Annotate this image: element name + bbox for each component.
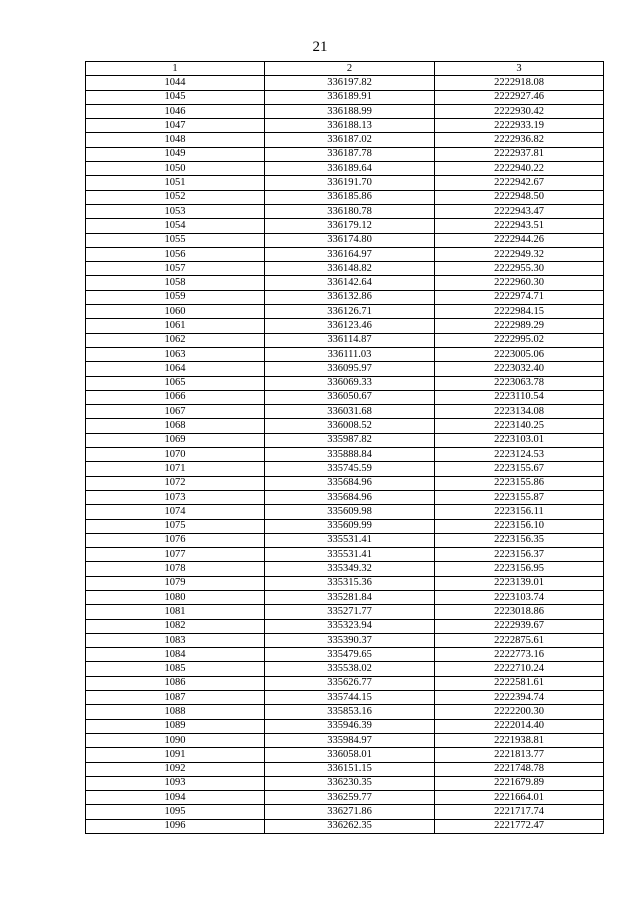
y-coordinate-cell: 2222930.42 bbox=[435, 104, 604, 118]
table-row bbox=[86, 576, 604, 590]
y-coordinate-cell: 2223155.87 bbox=[435, 490, 604, 504]
x-coordinate-cell: 336189.64 bbox=[265, 162, 435, 176]
point-number-cell: 1047 bbox=[86, 119, 265, 133]
table-row bbox=[86, 162, 604, 176]
point-number-cell: 1059 bbox=[86, 290, 265, 304]
x-coordinate-cell: 336230.35 bbox=[265, 776, 435, 790]
y-coordinate-cell: 2222949.32 bbox=[435, 247, 604, 261]
y-coordinate-cell: 2221772.47 bbox=[435, 819, 604, 833]
y-coordinate-cell: 2222773.16 bbox=[435, 648, 604, 662]
point-number-cell: 1066 bbox=[86, 390, 265, 404]
table-row bbox=[86, 247, 604, 261]
point-number-cell: 1050 bbox=[86, 162, 265, 176]
point-number-cell: 1096 bbox=[86, 819, 265, 833]
x-coordinate-cell: 336262.35 bbox=[265, 819, 435, 833]
table-row bbox=[86, 347, 604, 361]
y-coordinate-cell: 2222942.67 bbox=[435, 176, 604, 190]
x-coordinate-cell: 335531.41 bbox=[265, 533, 435, 547]
x-coordinate-cell: 336180.78 bbox=[265, 204, 435, 218]
y-coordinate-cell: 2223134.08 bbox=[435, 405, 604, 419]
point-number-cell: 1044 bbox=[86, 76, 265, 90]
x-coordinate-cell: 336008.52 bbox=[265, 419, 435, 433]
point-number-cell: 1073 bbox=[86, 490, 265, 504]
point-number-cell: 1049 bbox=[86, 147, 265, 161]
y-coordinate-cell: 2222944.26 bbox=[435, 233, 604, 247]
point-number-cell: 1061 bbox=[86, 319, 265, 333]
point-number-cell: 1078 bbox=[86, 562, 265, 576]
point-number-cell: 1067 bbox=[86, 405, 265, 419]
x-coordinate-cell: 335609.98 bbox=[265, 505, 435, 519]
table-row bbox=[86, 90, 604, 104]
y-coordinate-cell: 2222995.02 bbox=[435, 333, 604, 347]
y-coordinate-cell: 2223103.74 bbox=[435, 590, 604, 604]
x-coordinate-cell: 335349.32 bbox=[265, 562, 435, 576]
table-row bbox=[86, 733, 604, 747]
x-coordinate-cell: 335984.97 bbox=[265, 733, 435, 747]
table-row bbox=[86, 448, 604, 462]
y-coordinate-cell: 2222939.67 bbox=[435, 619, 604, 633]
table-row bbox=[86, 405, 604, 419]
column-header-3: 3 bbox=[435, 62, 604, 76]
x-coordinate-cell: 336187.78 bbox=[265, 147, 435, 161]
table-row bbox=[86, 662, 604, 676]
y-coordinate-cell: 2223156.35 bbox=[435, 533, 604, 547]
x-coordinate-cell: 336259.77 bbox=[265, 791, 435, 805]
x-coordinate-cell: 336058.01 bbox=[265, 748, 435, 762]
table-row bbox=[86, 319, 604, 333]
x-coordinate-cell: 336164.97 bbox=[265, 247, 435, 261]
table-row bbox=[86, 519, 604, 533]
point-number-cell: 1074 bbox=[86, 505, 265, 519]
table-row bbox=[86, 533, 604, 547]
x-coordinate-cell: 335315.36 bbox=[265, 576, 435, 590]
x-coordinate-cell: 335684.96 bbox=[265, 490, 435, 504]
point-number-cell: 1063 bbox=[86, 347, 265, 361]
x-coordinate-cell: 336188.99 bbox=[265, 104, 435, 118]
point-number-cell: 1070 bbox=[86, 448, 265, 462]
y-coordinate-cell: 2223063.78 bbox=[435, 376, 604, 390]
point-number-cell: 1072 bbox=[86, 476, 265, 490]
point-number-cell: 1083 bbox=[86, 633, 265, 647]
coordinates-table bbox=[85, 61, 604, 834]
table-row bbox=[86, 233, 604, 247]
y-coordinate-cell: 2222948.50 bbox=[435, 190, 604, 204]
point-number-cell: 1060 bbox=[86, 305, 265, 319]
table-row bbox=[86, 805, 604, 819]
y-coordinate-cell: 2222974.71 bbox=[435, 290, 604, 304]
table-row bbox=[86, 590, 604, 604]
point-number-cell: 1075 bbox=[86, 519, 265, 533]
table-row bbox=[86, 633, 604, 647]
y-coordinate-cell: 2221717.74 bbox=[435, 805, 604, 819]
x-coordinate-cell: 336179.12 bbox=[265, 219, 435, 233]
point-number-cell: 1095 bbox=[86, 805, 265, 819]
table-row bbox=[86, 290, 604, 304]
y-coordinate-cell: 2222918.08 bbox=[435, 76, 604, 90]
y-coordinate-cell: 2222927.46 bbox=[435, 90, 604, 104]
y-coordinate-cell: 2222200.30 bbox=[435, 705, 604, 719]
x-coordinate-cell: 336114.87 bbox=[265, 333, 435, 347]
table-row bbox=[86, 76, 604, 90]
page-number: 21 bbox=[312, 39, 328, 55]
y-coordinate-cell: 2223124.53 bbox=[435, 448, 604, 462]
point-number-cell: 1082 bbox=[86, 619, 265, 633]
x-coordinate-cell: 336069.33 bbox=[265, 376, 435, 390]
y-coordinate-cell: 2221938.81 bbox=[435, 733, 604, 747]
point-number-cell: 1091 bbox=[86, 748, 265, 762]
y-coordinate-cell: 2222581.61 bbox=[435, 676, 604, 690]
x-coordinate-cell: 335609.99 bbox=[265, 519, 435, 533]
x-coordinate-cell: 336185.86 bbox=[265, 190, 435, 204]
table-row bbox=[86, 276, 604, 290]
table-row bbox=[86, 362, 604, 376]
x-coordinate-cell: 335538.02 bbox=[265, 662, 435, 676]
point-number-cell: 1048 bbox=[86, 133, 265, 147]
y-coordinate-cell: 2222984.15 bbox=[435, 305, 604, 319]
table-row bbox=[86, 819, 604, 833]
table-row bbox=[86, 548, 604, 562]
table-row bbox=[86, 691, 604, 705]
y-coordinate-cell: 2223140.25 bbox=[435, 419, 604, 433]
x-coordinate-cell: 335271.77 bbox=[265, 605, 435, 619]
x-coordinate-cell: 335479.65 bbox=[265, 648, 435, 662]
point-number-cell: 1079 bbox=[86, 576, 265, 590]
x-coordinate-cell: 336148.82 bbox=[265, 262, 435, 276]
table-row bbox=[86, 619, 604, 633]
point-number-cell: 1068 bbox=[86, 419, 265, 433]
point-number-cell: 1093 bbox=[86, 776, 265, 790]
table-row bbox=[86, 262, 604, 276]
y-coordinate-cell: 2223018.86 bbox=[435, 605, 604, 619]
y-coordinate-cell: 2221679.89 bbox=[435, 776, 604, 790]
column-header-1: 1 bbox=[86, 62, 265, 76]
y-coordinate-cell: 2222943.51 bbox=[435, 219, 604, 233]
x-coordinate-cell: 336174.80 bbox=[265, 233, 435, 247]
table-row bbox=[86, 305, 604, 319]
point-number-cell: 1088 bbox=[86, 705, 265, 719]
point-number-cell: 1046 bbox=[86, 104, 265, 118]
table-row bbox=[86, 419, 604, 433]
point-number-cell: 1055 bbox=[86, 233, 265, 247]
y-coordinate-cell: 2221664.01 bbox=[435, 791, 604, 805]
point-number-cell: 1094 bbox=[86, 791, 265, 805]
x-coordinate-cell: 336123.46 bbox=[265, 319, 435, 333]
table-header-row bbox=[86, 62, 604, 76]
table-row bbox=[86, 390, 604, 404]
table-row bbox=[86, 433, 604, 447]
table-row bbox=[86, 705, 604, 719]
point-number-cell: 1058 bbox=[86, 276, 265, 290]
x-coordinate-cell: 335684.96 bbox=[265, 476, 435, 490]
table-row bbox=[86, 676, 604, 690]
x-coordinate-cell: 336126.71 bbox=[265, 305, 435, 319]
table-row bbox=[86, 648, 604, 662]
table-row bbox=[86, 204, 604, 218]
x-coordinate-cell: 336271.86 bbox=[265, 805, 435, 819]
y-coordinate-cell: 2222014.40 bbox=[435, 719, 604, 733]
point-number-cell: 1065 bbox=[86, 376, 265, 390]
point-number-cell: 1089 bbox=[86, 719, 265, 733]
x-coordinate-cell: 336197.82 bbox=[265, 76, 435, 90]
y-coordinate-cell: 2222875.61 bbox=[435, 633, 604, 647]
y-coordinate-cell: 2223155.67 bbox=[435, 462, 604, 476]
table-row bbox=[86, 476, 604, 490]
table-row bbox=[86, 490, 604, 504]
table-row bbox=[86, 376, 604, 390]
x-coordinate-cell: 336142.64 bbox=[265, 276, 435, 290]
table-row bbox=[86, 719, 604, 733]
x-coordinate-cell: 336132.86 bbox=[265, 290, 435, 304]
y-coordinate-cell: 2223103.01 bbox=[435, 433, 604, 447]
table-row bbox=[86, 762, 604, 776]
table-row bbox=[86, 190, 604, 204]
table-row bbox=[86, 119, 604, 133]
point-number-cell: 1085 bbox=[86, 662, 265, 676]
y-coordinate-cell: 2222943.47 bbox=[435, 204, 604, 218]
y-coordinate-cell: 2222937.81 bbox=[435, 147, 604, 161]
point-number-cell: 1054 bbox=[86, 219, 265, 233]
x-coordinate-cell: 335390.37 bbox=[265, 633, 435, 647]
y-coordinate-cell: 2223155.86 bbox=[435, 476, 604, 490]
table-row bbox=[86, 605, 604, 619]
x-coordinate-cell: 335888.84 bbox=[265, 448, 435, 462]
y-coordinate-cell: 2223156.11 bbox=[435, 505, 604, 519]
x-coordinate-cell: 336191.70 bbox=[265, 176, 435, 190]
table-row bbox=[86, 562, 604, 576]
y-coordinate-cell: 2221748.78 bbox=[435, 762, 604, 776]
y-coordinate-cell: 2222960.30 bbox=[435, 276, 604, 290]
x-coordinate-cell: 336189.91 bbox=[265, 90, 435, 104]
table-row bbox=[86, 104, 604, 118]
point-number-cell: 1080 bbox=[86, 590, 265, 604]
table-row bbox=[86, 462, 604, 476]
y-coordinate-cell: 2223005.06 bbox=[435, 347, 604, 361]
table-row bbox=[86, 147, 604, 161]
table-row bbox=[86, 133, 604, 147]
x-coordinate-cell: 335531.41 bbox=[265, 548, 435, 562]
table-row bbox=[86, 505, 604, 519]
y-coordinate-cell: 2221813.77 bbox=[435, 748, 604, 762]
point-number-cell: 1053 bbox=[86, 204, 265, 218]
y-coordinate-cell: 2222394.74 bbox=[435, 691, 604, 705]
y-coordinate-cell: 2223139.01 bbox=[435, 576, 604, 590]
x-coordinate-cell: 336095.97 bbox=[265, 362, 435, 376]
y-coordinate-cell: 2223032.40 bbox=[435, 362, 604, 376]
x-coordinate-cell: 336188.13 bbox=[265, 119, 435, 133]
x-coordinate-cell: 336031.68 bbox=[265, 405, 435, 419]
y-coordinate-cell: 2222955.30 bbox=[435, 262, 604, 276]
x-coordinate-cell: 336111.03 bbox=[265, 347, 435, 361]
point-number-cell: 1092 bbox=[86, 762, 265, 776]
x-coordinate-cell: 335744.15 bbox=[265, 691, 435, 705]
x-coordinate-cell: 335323.94 bbox=[265, 619, 435, 633]
point-number-cell: 1076 bbox=[86, 533, 265, 547]
point-number-cell: 1062 bbox=[86, 333, 265, 347]
point-number-cell: 1087 bbox=[86, 691, 265, 705]
y-coordinate-cell: 2223110.54 bbox=[435, 390, 604, 404]
table-row bbox=[86, 791, 604, 805]
y-coordinate-cell: 2222933.19 bbox=[435, 119, 604, 133]
point-number-cell: 1081 bbox=[86, 605, 265, 619]
x-coordinate-cell: 335626.77 bbox=[265, 676, 435, 690]
x-coordinate-cell: 335281.84 bbox=[265, 590, 435, 604]
x-coordinate-cell: 335853.16 bbox=[265, 705, 435, 719]
column-header-2: 2 bbox=[265, 62, 435, 76]
y-coordinate-cell: 2223156.95 bbox=[435, 562, 604, 576]
point-number-cell: 1071 bbox=[86, 462, 265, 476]
point-number-cell: 1051 bbox=[86, 176, 265, 190]
y-coordinate-cell: 2223156.10 bbox=[435, 519, 604, 533]
x-coordinate-cell: 336187.02 bbox=[265, 133, 435, 147]
table-row bbox=[86, 333, 604, 347]
point-number-cell: 1056 bbox=[86, 247, 265, 261]
table-row bbox=[86, 176, 604, 190]
y-coordinate-cell: 2222940.22 bbox=[435, 162, 604, 176]
x-coordinate-cell: 336050.67 bbox=[265, 390, 435, 404]
point-number-cell: 1077 bbox=[86, 548, 265, 562]
point-number-cell: 1052 bbox=[86, 190, 265, 204]
table-body bbox=[86, 76, 604, 834]
point-number-cell: 1045 bbox=[86, 90, 265, 104]
y-coordinate-cell: 2222989.29 bbox=[435, 319, 604, 333]
y-coordinate-cell: 2222710.24 bbox=[435, 662, 604, 676]
x-coordinate-cell: 336151.15 bbox=[265, 762, 435, 776]
table-row bbox=[86, 776, 604, 790]
y-coordinate-cell: 2223156.37 bbox=[435, 548, 604, 562]
point-number-cell: 1084 bbox=[86, 648, 265, 662]
x-coordinate-cell: 335987.82 bbox=[265, 433, 435, 447]
point-number-cell: 1086 bbox=[86, 676, 265, 690]
table-row bbox=[86, 219, 604, 233]
point-number-cell: 1064 bbox=[86, 362, 265, 376]
point-number-cell: 1090 bbox=[86, 733, 265, 747]
x-coordinate-cell: 335745.59 bbox=[265, 462, 435, 476]
x-coordinate-cell: 335946.39 bbox=[265, 719, 435, 733]
point-number-cell: 1057 bbox=[86, 262, 265, 276]
point-number-cell: 1069 bbox=[86, 433, 265, 447]
table-row bbox=[86, 748, 604, 762]
y-coordinate-cell: 2222936.82 bbox=[435, 133, 604, 147]
